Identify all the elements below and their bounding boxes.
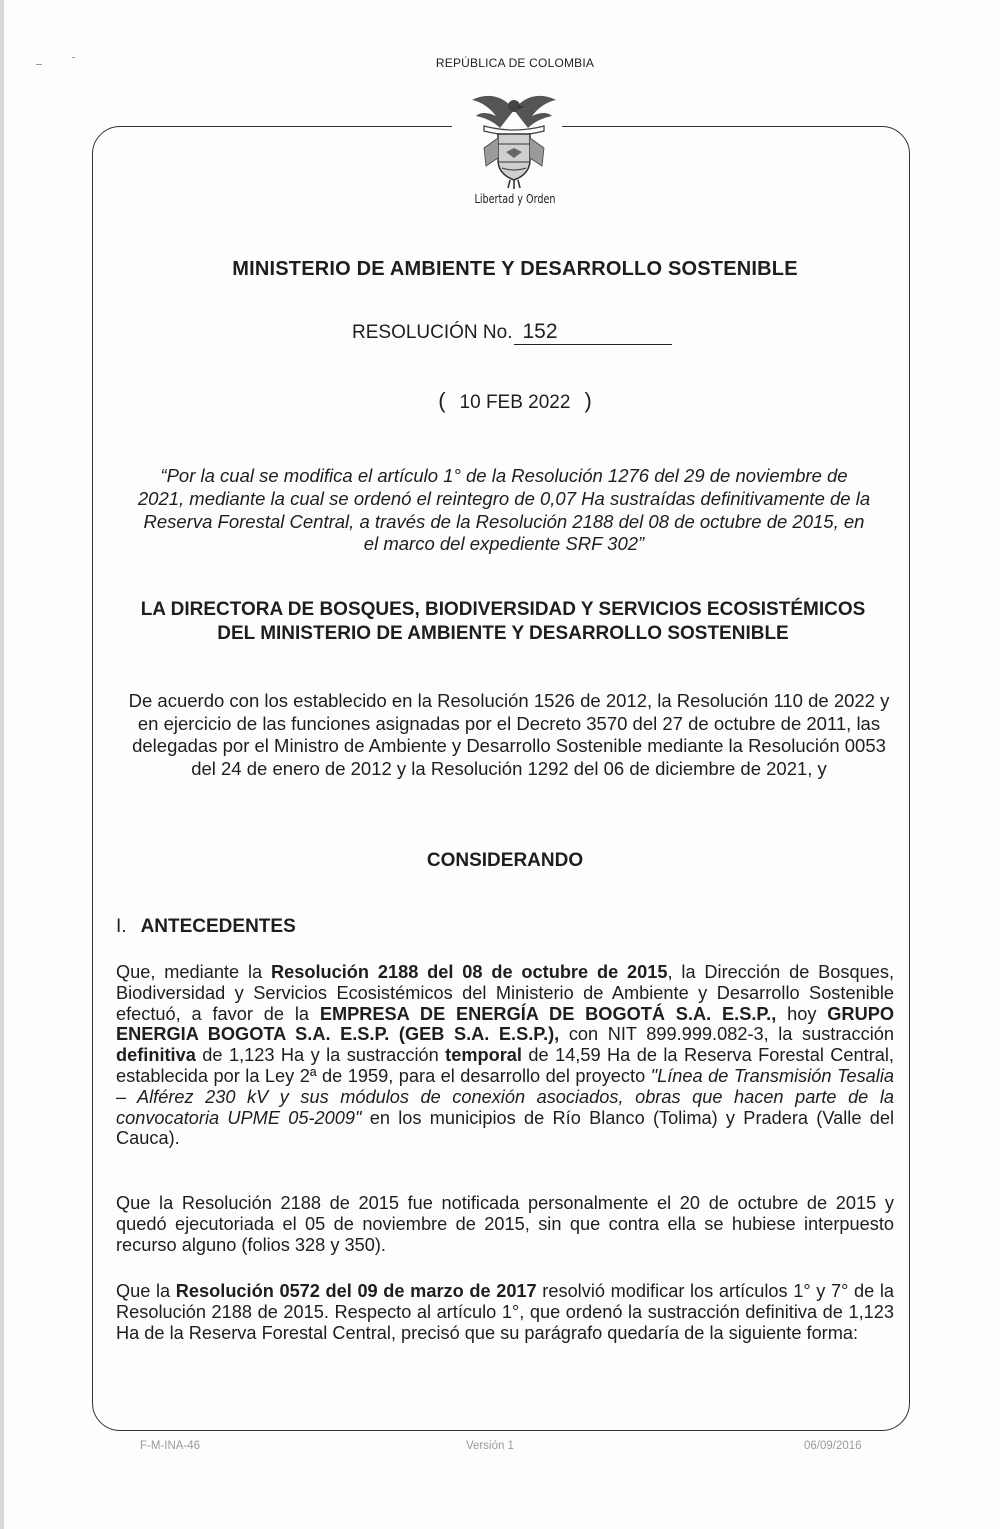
ministry-title: MINISTERIO DE AMBIENTE Y DESARROLLO SOSTENIBLE [232,258,798,280]
section-number: I. [116,916,127,937]
bold-run: Resolución 2188 del 08 de octubre de 2015 [270,962,668,982]
issuing-authority [110,598,896,646]
text-run: hoy [776,1003,828,1024]
scan-edge [0,0,4,1529]
motto: Libertad y Orden [474,192,556,206]
footer-form-code: F-M-INA-46 [140,1440,201,1452]
text-run: de 1,123 Ha y la sustracción [195,1045,446,1066]
bold-run: EMPRESA DE ENERGÍA DE BOGOTÁ S.A. E.S.P., [319,1003,777,1024]
text-run: resolvió modificar los artículos 1° y 7° de la Resolución 2188 de 2015. Respecto al artículo 1°, que ordenó la sustracción definitiva de 1,123 Ha de la Reserva Forestal Central, precisó que su parágrafo quedaría de la siguiente forma: [116,1281,895,1343]
resolution-number-line [352,320,672,345]
open-paren: ( [438,388,446,413]
resolution-date: 10 FEB 2022 [459,392,571,413]
section-heading [116,916,296,938]
footer-version: Versión 1 [466,1440,514,1452]
section-title: ANTECEDENTES [140,916,296,937]
resolution-subject: “Por la cual se modifica el artículo 1° de la Resolución 1276 del 29 de noviembre de 2021, mediante la cual se ordenó el reintegro de 0,07 Ha sustraídas definitivamente de la Reserva Forestal Central, a través de la Resolución 2188 del 08 de octubre de 2015, en el marco del expediente SRF 302” [137,465,871,555]
resolution-label: RESOLUCIÓN No. [352,322,513,343]
legal-basis: De acuerdo con los establecido en la Resolución 1526 de 2012, la Resolución 110 de 2022 y en ejercicio de las funciones asignadas por el Decreto 3570 del 27 de octubre de 2011, las delegadas por el Ministro de Ambiente y Desarrollo Sostenible mediante la Resolución 0053 del 24 de enero de 2012 y la Resolución 1292 del 06 de diciembre de 2021, y [128,690,890,779]
authority-line-1: LA DIRECTORA DE BOSQUES, BIODIVERSIDAD Y SERVICIOS ECOSISTÉMICOS [140,599,866,620]
resolution-date-line [0,388,1000,414]
country-header: REPÚBLICA DE COLOMBIA [435,56,595,70]
footer-date: 06/09/2016 [804,1440,862,1452]
paragraph-notification: Que la Resolución 2188 de 2015 fue notificada personalmente el 20 de octubre de 2015 y quedó ejecutoriada el 05 de noviembre de 2015, sin que contra ella se hubiese interpuesto recurso alguno (folios 328 y 350). [116,1193,894,1255]
authority-line-2: DEL MINISTERIO DE AMBIENTE Y DESARROLLO SOSTENIBLE [217,623,789,644]
close-paren: ) [584,388,592,413]
text-run: , la Dirección de Bosques, Biodiversidad y Servicios Ecosistémicos del Ministerio de Ambiente y Desarrollo Sostenible efectuó, a favor de la [116,962,894,1024]
bold-run: GRUPO ENERGIA BOGOTA S.A. E.S.P. (GEB S.A. E.S.P.), [116,1003,894,1045]
text-run: Que, mediante la [116,962,271,982]
resolution-number: 152 [514,320,672,345]
text-run: de 14,59 Ha de la Reserva Forestal Central, establecida por la Ley 2ª de 1959, para el desarrollo del proyecto [116,1045,894,1086]
italic-run: "Línea de Transmisión Tesalia – Alférez 230 kV y sus módulos de conexión asociados, obras que hacen parte de la convocatoria UPME 05-2009" [116,1065,894,1128]
considering-heading: CONSIDERANDO [426,850,584,871]
coat-of-arms-icon [464,88,564,192]
text-run: con NIT 899.999.082-3, la sustracción [559,1024,894,1045]
text-run: Que la [116,1281,176,1301]
paragraph-resolution-2188 [116,962,894,1149]
bold-run: temporal [445,1045,522,1066]
text-run: en los municipios de Río Blanco (Tolima) y Pradera (Valle del Cauca). [116,1107,895,1149]
bold-run: Resolución 0572 del 09 de marzo de 2017 [175,1281,537,1301]
paragraph-resolution-0572 [116,1281,894,1343]
bold-run: definitiva [116,1045,196,1066]
